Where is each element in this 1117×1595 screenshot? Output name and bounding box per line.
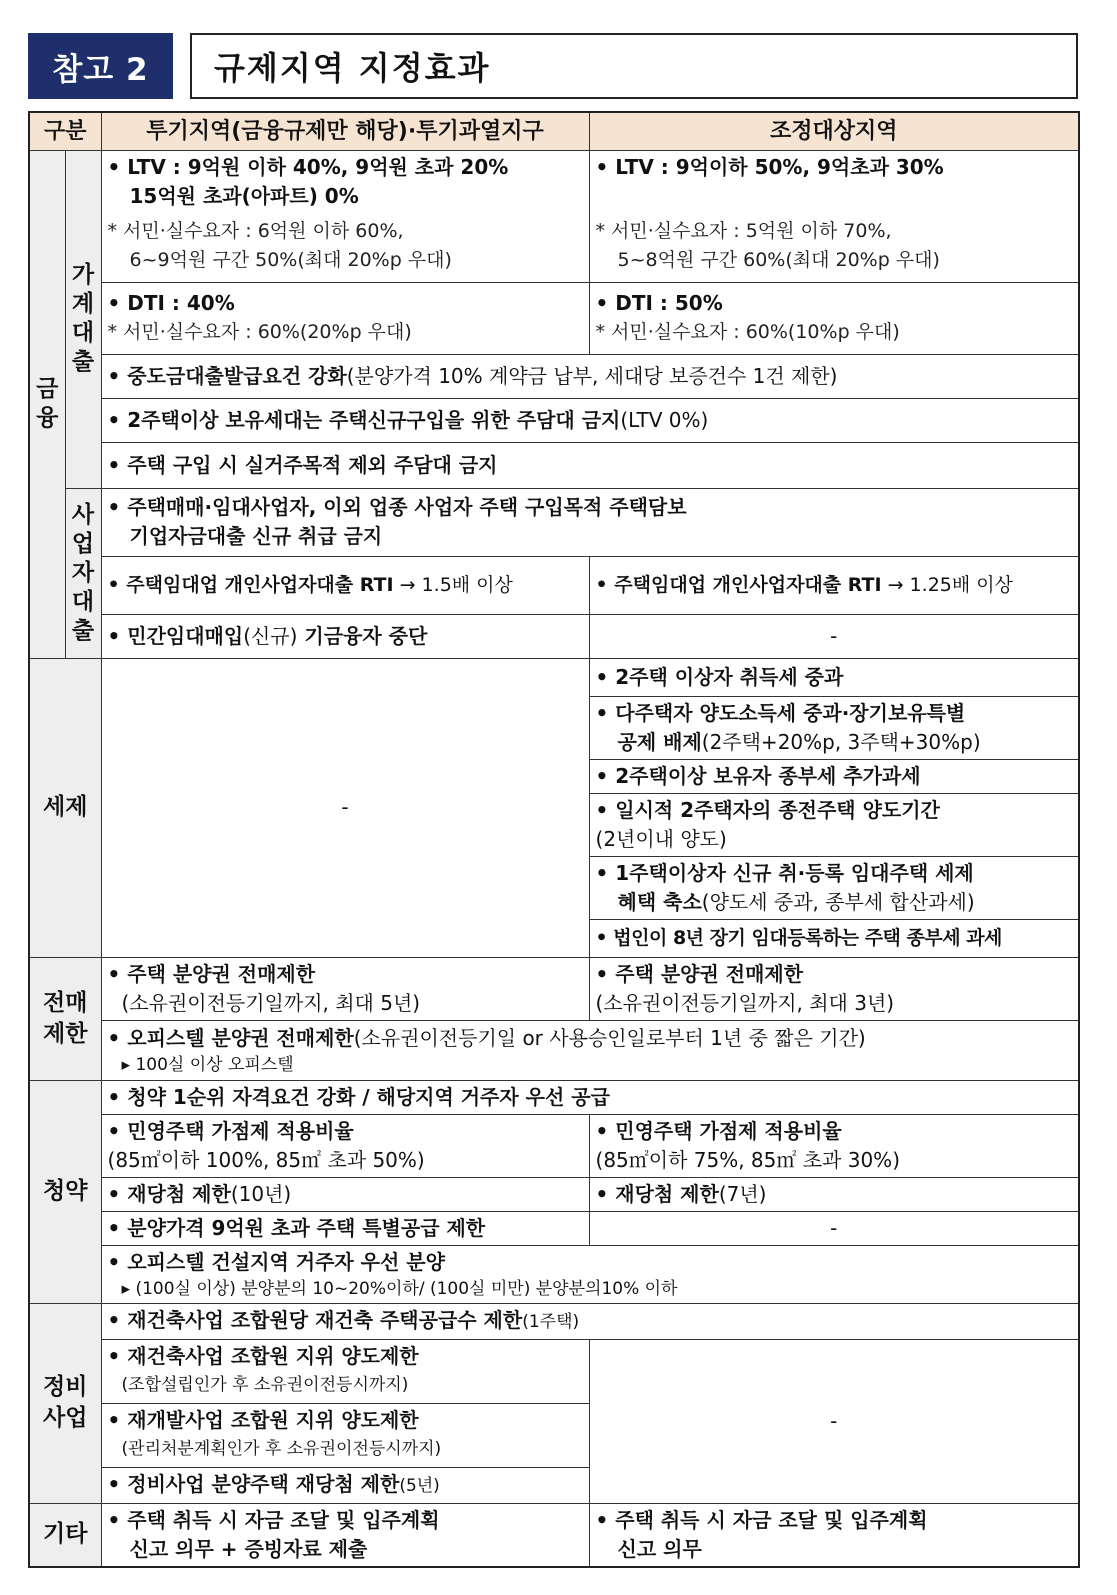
ltv-line: 15억원 초과(아파트) 0% bbox=[129, 183, 359, 208]
renewal-rewin-bold: • 정비사업 분양주택 재당첨 제한 bbox=[107, 1471, 400, 1496]
table-row bbox=[29, 1245, 1079, 1303]
other-line: 신고 의무 bbox=[617, 1536, 702, 1561]
regulation-table bbox=[28, 111, 1080, 1568]
subscription-first-rule: • 청약 1순위 자격요건 강화 / 해당지역 거주자 우선 공급 bbox=[101, 1080, 1079, 1114]
resale-adjustment bbox=[589, 957, 1079, 1020]
redevelop-transfer-rule bbox=[101, 1403, 589, 1467]
private-rental-adjustment: - bbox=[589, 614, 1079, 658]
dti-note: * 서민·실수요자 : 60%(20%p 우대) bbox=[107, 321, 412, 343]
reference-badge: 참고 2 bbox=[28, 33, 173, 99]
transfer-line: • 재건축사업 조합원 지위 양도제한 bbox=[107, 1344, 419, 1368]
private-bold: • 민간임대매입 bbox=[107, 623, 244, 648]
rti-speculation bbox=[101, 556, 589, 614]
dti-note: * 서민·실수요자 : 60%(10%p 우대) bbox=[595, 321, 900, 343]
business-char: 출 bbox=[71, 617, 95, 644]
ltv-adjustment bbox=[589, 150, 1079, 282]
page-title: 규제지역 지정효과 bbox=[190, 33, 1078, 99]
header-speculation-zone: 투기지역(금융규제만 해당)·투기과열지구 bbox=[101, 112, 589, 150]
other-line: 신고 의무 + 증빙자료 제출 bbox=[129, 1536, 368, 1561]
officetel-sub-line: • 오피스텔 건설지역 거주자 우선 분양 bbox=[107, 1249, 445, 1274]
table-row bbox=[29, 1211, 1079, 1245]
table-row bbox=[29, 282, 1079, 354]
rti-detail: → 1.25배 이상 bbox=[881, 573, 1013, 596]
renewal-rewin-detail: (5년) bbox=[399, 1475, 440, 1496]
business-char: 업 bbox=[71, 530, 95, 557]
dti-adjustment bbox=[589, 282, 1079, 354]
point-detail: (85㎡이하 100%, 85㎡ 초과 50%) bbox=[107, 1147, 425, 1172]
point-adjustment bbox=[589, 1114, 1079, 1177]
category-renewal bbox=[29, 1303, 101, 1503]
tax-line: • 다주택자 양도소득세 중과·장기보유특별 bbox=[595, 700, 966, 725]
ltv-line: • LTV : 9억원 이하 40%, 9억원 초과 20% bbox=[107, 154, 509, 179]
other-adjustment bbox=[589, 1503, 1079, 1567]
table-row bbox=[29, 1503, 1079, 1567]
transfer-line: • 재개발사업 조합원 지위 양도제한 bbox=[107, 1408, 419, 1432]
other-line: • 주택 취득 시 자금 조달 및 입주계획 bbox=[107, 1507, 440, 1532]
business-line: 기업자금대출 신규 취급 금지 bbox=[129, 524, 383, 548]
private-bold: 기금융자 중단 bbox=[297, 623, 428, 648]
category-resale-line: 제한 bbox=[43, 1020, 88, 1047]
household-char: 가 bbox=[71, 262, 95, 288]
special-supply-rule: • 분양가격 9억원 초과 주택 특별공급 제한 bbox=[101, 1211, 589, 1245]
multi-house-rule bbox=[101, 398, 1079, 442]
header-category: 구분 bbox=[29, 112, 101, 150]
business-loan-rule bbox=[101, 488, 1079, 556]
table-row bbox=[29, 1339, 1079, 1403]
tax-detail: (2주택+20%p, 3주택+30%p) bbox=[701, 729, 981, 754]
resale-line: • 주택 분양권 전매제한 bbox=[107, 961, 316, 986]
tax-detail: (양도세 중과, 종부세 합산과세) bbox=[701, 889, 975, 914]
ltv-line: • LTV : 9억이하 50%, 9억초과 30% bbox=[595, 154, 944, 179]
category-tax: 세제 bbox=[29, 658, 101, 957]
table-row bbox=[29, 556, 1079, 614]
table-row bbox=[29, 488, 1079, 556]
category-other: 기타 bbox=[29, 1503, 101, 1567]
table-row bbox=[29, 1303, 1079, 1339]
category-finance-label: 금융 bbox=[36, 376, 59, 431]
multi-house-detail: (LTV 0%) bbox=[620, 407, 709, 432]
transfer-detail: (관리처분계획인가 후 소유권이전등시까지) bbox=[121, 1439, 442, 1459]
private-rental-rule bbox=[101, 614, 589, 658]
table-row bbox=[29, 658, 1079, 696]
officetel-detail: (소유권이전등기일 or 사용승인일로부터 1년 중 짧은 기간) bbox=[353, 1025, 866, 1050]
table-row bbox=[29, 398, 1079, 442]
table-row bbox=[29, 442, 1079, 488]
household-char: 계 bbox=[71, 291, 95, 317]
transfer-detail: (조합설립인가 후 소유권이전등시까지) bbox=[121, 1375, 409, 1395]
ltv-note: 5~8억원 구간 60%(최대 20%p 우대) bbox=[617, 248, 940, 271]
tax-line: • 1주택이상자 신규 취·등록 임대주택 세제 bbox=[595, 860, 974, 885]
category-renewal-line: 정비 bbox=[43, 1374, 88, 1400]
renewal-limit-bold: • 재건축사업 조합원당 재건축 주택공급수 제한 bbox=[107, 1307, 523, 1332]
tax-line: 공제 배제 bbox=[617, 729, 702, 754]
officetel-subscription-rule bbox=[101, 1245, 1079, 1303]
table-header-row bbox=[29, 112, 1079, 150]
dti-line: • DTI : 50% bbox=[595, 291, 723, 315]
ltv-speculation bbox=[101, 150, 589, 282]
tax-item bbox=[589, 696, 1079, 759]
header-adjustment-zone: 조정대상지역 bbox=[589, 112, 1079, 150]
table-row bbox=[29, 150, 1079, 282]
table-row bbox=[29, 1114, 1079, 1177]
rti-bold: • 주택임대업 개인사업자대출 RTI bbox=[107, 573, 394, 596]
resale-detail: (소유권이전등기일까지, 최대 3년) bbox=[595, 990, 895, 1015]
ltv-note: * 서민·실수요자 : 6억원 이하 60%, bbox=[107, 219, 404, 242]
renewal-limit-detail: (1주택) bbox=[522, 1311, 580, 1332]
rewin-bold: • 재당첨 제한 bbox=[107, 1181, 231, 1206]
ltv-note: * 서민·실수요자 : 5억원 이하 70%, bbox=[595, 219, 892, 242]
table-row bbox=[29, 1080, 1079, 1114]
rewin-bold: • 재당첨 제한 bbox=[595, 1181, 719, 1206]
business-char: 사 bbox=[71, 501, 95, 528]
point-line: • 민영주택 가점제 적용비율 bbox=[107, 1118, 354, 1143]
table-row bbox=[29, 354, 1079, 398]
rewin-detail: (10년) bbox=[230, 1181, 292, 1206]
interim-loan-bold: • 중도금대출발급요건 강화 bbox=[107, 363, 347, 388]
private-detail: (신규) bbox=[243, 623, 298, 648]
category-resale bbox=[29, 957, 101, 1080]
page-header bbox=[28, 33, 1078, 99]
tax-item: • 2주택이상 보유자 종부세 추가과세 bbox=[589, 759, 1079, 793]
category-subscription: 청약 bbox=[29, 1080, 101, 1303]
table-row bbox=[29, 1177, 1079, 1211]
dti-line: • DTI : 40% bbox=[107, 291, 235, 315]
officetel-sub-note: ▸ (100실 이상) 분양분의 10~20%이하/ (100실 미만) 분양분의10% 이하 bbox=[121, 1278, 678, 1299]
tax-line: 혜택 축소 bbox=[617, 889, 702, 914]
table-row bbox=[29, 957, 1079, 1020]
multi-house-bold: • 2주택이상 보유세대는 주택신규구입을 위한 주담대 금지 bbox=[107, 407, 621, 432]
business-line: • 주택매매·임대사업자, 이외 업종 사업자 주택 구입목적 주택담보 bbox=[107, 495, 687, 519]
rewin-speculation bbox=[101, 1177, 589, 1211]
point-detail: (85㎡이하 75%, 85㎡ 초과 30%) bbox=[595, 1147, 900, 1172]
renewal-transfer-rule bbox=[101, 1339, 589, 1403]
business-char: 대 bbox=[71, 588, 95, 615]
point-speculation bbox=[101, 1114, 589, 1177]
resale-line: • 주택 분양권 전매제한 bbox=[595, 961, 804, 986]
category-resale-line: 전매 bbox=[43, 989, 88, 1016]
resale-speculation bbox=[101, 957, 589, 1020]
rti-adjustment bbox=[589, 556, 1079, 614]
rti-bold: • 주택임대업 개인사업자대출 RTI bbox=[595, 573, 882, 596]
tax-item: • 법인이 8년 장기 임대등록하는 주택 종부세 과세 bbox=[589, 919, 1079, 957]
renewal-rewin-rule bbox=[101, 1467, 589, 1503]
rewin-detail: (7년) bbox=[718, 1181, 767, 1206]
category-renewal-line: 사업 bbox=[43, 1405, 88, 1431]
tax-line: • 일시적 2주택자의 종전주택 양도기간 bbox=[595, 797, 940, 822]
household-char: 대 bbox=[71, 320, 95, 346]
officetel-bold: • 오피스텔 분양권 전매제한 bbox=[107, 1025, 354, 1050]
subcategory-business-loan bbox=[65, 488, 101, 658]
other-speculation bbox=[101, 1503, 589, 1567]
interim-loan-rule bbox=[101, 354, 1079, 398]
tax-detail: (2년이내 양도) bbox=[595, 826, 727, 851]
category-finance bbox=[29, 150, 65, 658]
tax-speculation: - bbox=[101, 658, 589, 957]
rti-detail: → 1.5배 이상 bbox=[393, 573, 513, 596]
officetel-note: ▸ 100실 이상 오피스텔 bbox=[121, 1054, 294, 1075]
point-line: • 민영주택 가점제 적용비율 bbox=[595, 1118, 842, 1143]
table-row bbox=[29, 1020, 1079, 1080]
tax-item bbox=[589, 856, 1079, 919]
renewal-limit-rule bbox=[101, 1303, 1079, 1339]
subcategory-household-loan bbox=[65, 150, 101, 488]
purchase-rule: • 주택 구입 시 실거주목적 제외 주담대 금지 bbox=[101, 442, 1079, 488]
other-line: • 주택 취득 시 자금 조달 및 입주계획 bbox=[595, 1507, 928, 1532]
tax-item: • 2주택 이상자 취득세 중과 bbox=[589, 658, 1079, 696]
interim-loan-detail: (분양가격 10% 계약금 납부, 세대당 보증건수 1건 제한) bbox=[346, 363, 838, 388]
renewal-adjustment: - bbox=[589, 1339, 1079, 1503]
resale-detail: (소유권이전등기일까지, 최대 5년) bbox=[121, 990, 421, 1015]
table-row bbox=[29, 614, 1079, 658]
tax-item bbox=[589, 793, 1079, 856]
household-char: 출 bbox=[71, 349, 95, 375]
officetel-resale-rule bbox=[101, 1020, 1079, 1080]
dti-speculation bbox=[101, 282, 589, 354]
ltv-note: 6~9억원 구간 50%(최대 20%p 우대) bbox=[129, 248, 452, 271]
special-supply-adjustment: - bbox=[589, 1211, 1079, 1245]
rewin-adjustment bbox=[589, 1177, 1079, 1211]
business-char: 자 bbox=[71, 559, 95, 586]
